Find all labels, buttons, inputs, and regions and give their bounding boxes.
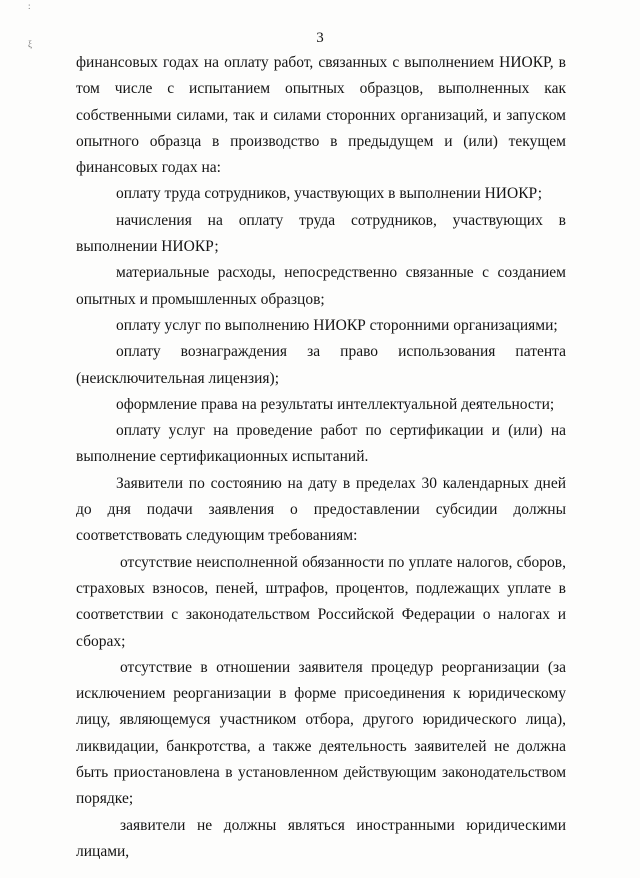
paragraph-12: заявители не должны являться иностранными юридическими лицами, [76, 816, 566, 860]
paragraph-11: отсутствие в отношении заявителя процедур реорганизации (за исключением реорганизации в форме присоединения к юридическому лицу, являющемуся участником отбора, другого юридического лица), ликвидации, банкротства, а также деятельность заявителей не должна быть приостановлена в установленном действующим законодательством порядке; [76, 658, 566, 808]
paragraph-8: оплату услуг на проведение работ по сертификации и (или) на выполнение сертификационных испытаний. [76, 422, 566, 466]
page-number: 3 [316, 30, 324, 46]
paragraph-1: финансовых годах на оплату работ, связанных с выполнением НИОКР, в том числе с испытанием опытных образцов, выполненных как собственными силами, так и силами сторонних организаций, и запуском опытного образца в производство в предыдущем и (или) текущем финансовых годах на: [76, 54, 566, 177]
margin-mark-side: ξ [28, 39, 33, 49]
document-body [76, 50, 566, 865]
paragraph-4: материальные расходы, непосредственно связанные с созданием опытных и промышленных образцов; [76, 264, 566, 308]
paragraph-7: оформление права на результаты интеллектуальной деятельности; [116, 395, 555, 413]
paragraph-3: начисления на оплату труда сотрудников, участвующих в выполнении НИОКР; [76, 211, 566, 256]
paragraph-2: оплату труда сотрудников, участвующих в выполнении НИОКР; [116, 185, 543, 203]
margin-mark-top: : [28, 1, 31, 11]
paragraph-5: оплату услуг по выполнению НИОКР сторонними организациями; [116, 316, 558, 334]
paragraph-6: оплату вознаграждения за право использования патента (неисключительная лицензия); [76, 343, 566, 387]
paragraph-10: отсутствие неисполненной обязанности по уплате налогов, сборов, страховых взносов, пеней, штрафов, процентов, подлежащих уплате в соответствии с законодательством Российской Федерации о налогах и сборах; [76, 553, 566, 650]
paragraph-9: Заявители по состоянию на дату в пределах 30 календарных дней до дня подачи заявления о предоставлении субсидии должны соответствовать следующим требованиям: [76, 474, 566, 545]
